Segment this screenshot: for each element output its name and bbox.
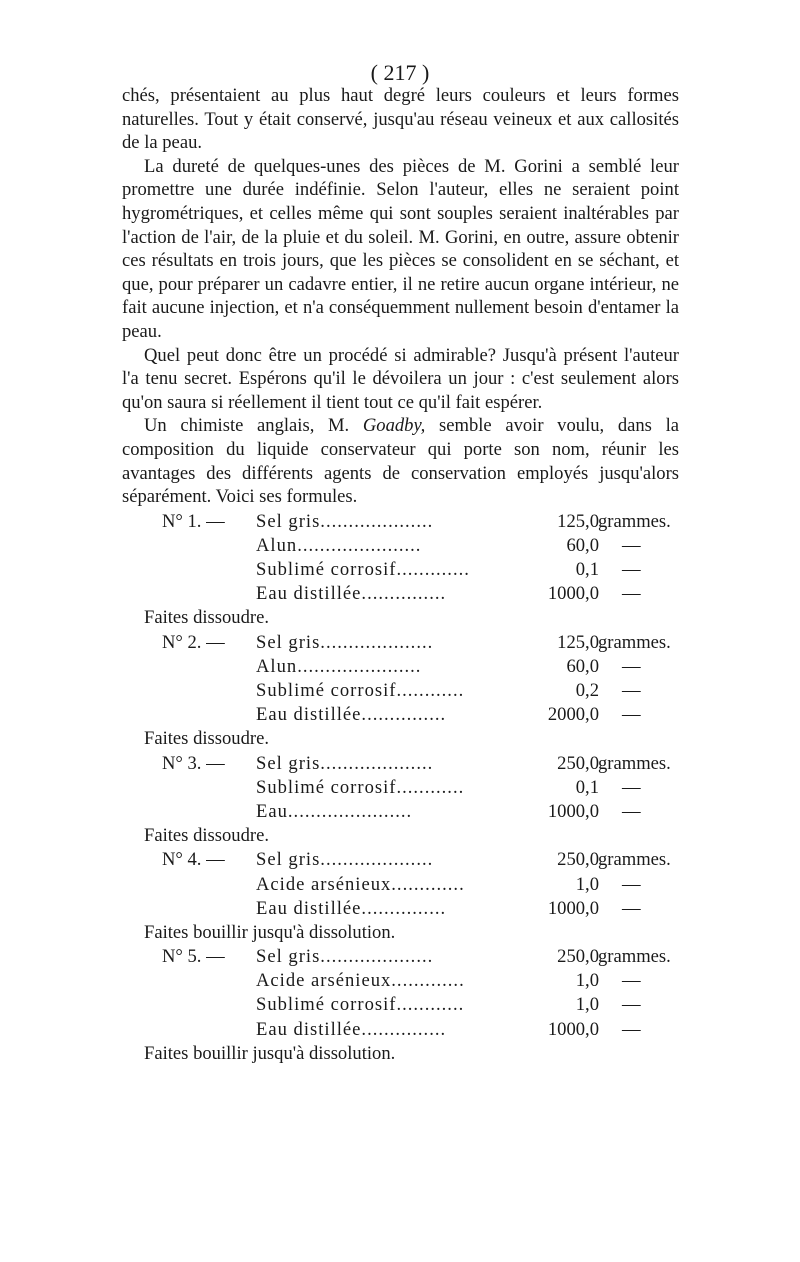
unit: grammes. — [598, 752, 671, 774]
formula-row — [122, 631, 679, 655]
formula-row — [122, 558, 679, 582]
amount: 250,0 — [557, 849, 599, 871]
goadby-after: semble avoir voulu, dans la composition du liquide conservateur qui porte son nom, réunir les avantages des différents agents de conservation employés jusqu'alors séparément. Voici ses formules. — [122, 415, 679, 508]
unit: — — [622, 704, 641, 726]
formula-row — [122, 993, 679, 1017]
formula-instruction: Faites dissoudre. — [144, 607, 269, 629]
ingredient: Alun...................... — [256, 655, 422, 677]
ingredient: Eau distillée............... — [256, 704, 447, 726]
amount: 1,0 — [575, 994, 599, 1016]
amount: 250,0 — [557, 946, 599, 968]
goadby-name: Goadby, — [362, 415, 426, 437]
ingredient: Sublimé corrosif............ — [256, 776, 465, 798]
unit: — — [622, 994, 641, 1016]
amount: 125,0 — [557, 510, 599, 532]
ingredient: Sublimé corrosif............ — [256, 680, 465, 701]
unit: — — [622, 680, 641, 701]
unit: — — [622, 655, 641, 677]
amount: 60,0 — [566, 534, 599, 556]
formula-instruction: Faites bouillir jusqu'à dissolution. — [144, 1042, 396, 1064]
ingredient: Sel gris.................... — [256, 631, 434, 653]
formula-instruction: Faites bouillir jusqu'à dissolution. — [144, 921, 396, 943]
formula-row — [122, 897, 679, 921]
body-text — [122, 84, 679, 1066]
formula-row — [122, 582, 679, 606]
unit: grammes. — [598, 510, 671, 532]
formula-number: N° 2. — — [162, 631, 225, 653]
amount: 2000,0 — [547, 704, 599, 726]
unit: — — [622, 897, 641, 919]
formula-row — [122, 655, 679, 679]
formula-row — [122, 776, 679, 800]
unit: grammes. — [598, 849, 671, 871]
amount: 1000,0 — [547, 583, 599, 605]
formula-instruction: Faites dissoudre. — [144, 825, 269, 847]
amount: 125,0 — [557, 631, 599, 653]
unit: — — [622, 534, 641, 556]
goadby-before: Un chimiste anglais, M. — [144, 415, 363, 437]
formula-row — [122, 848, 679, 872]
paragraph-goadby — [122, 414, 679, 508]
ingredient: Sel gris.................... — [256, 849, 434, 871]
amount: 1000,0 — [547, 897, 599, 919]
formula-row — [122, 534, 679, 558]
paragraph-2: La dureté de quelques-unes des pièces de M. Gorini a semblé leur promettre une durée indéfinie. Selon l'auteur, elles ne seraient point hygrométriques, et celles même qui sont souples seraient inaltérables par l'action de l'air, de la pluie et du soleil. M. Gorini, en outre, assure obtenir ces résultats en trois jours, que les pièces se consolident en se séchant, et que, pour préparer un cadavre entier, il ne retire aucun organe intérieur, ne fait aucune injection, et n'a conséquemment nullement besoin d'entamer la peau. — [122, 155, 679, 342]
ingredient: Eau distillée............... — [256, 583, 447, 605]
ingredient: Acide arsénieux............. — [256, 873, 465, 895]
amount: 1000,0 — [547, 1018, 599, 1040]
unit: — — [622, 559, 641, 581]
ingredient: Acide arsénieux............. — [256, 970, 465, 992]
unit: — — [622, 583, 641, 605]
ingredient: Eau distillée............... — [256, 897, 447, 919]
formula-list — [122, 510, 679, 1066]
unit: — — [622, 800, 641, 822]
formula-row — [122, 1018, 679, 1042]
formula-row — [122, 969, 679, 993]
unit: grammes. — [598, 631, 671, 653]
amount: 0,1 — [575, 776, 599, 798]
formula-row — [122, 873, 679, 897]
amount: 1000,0 — [547, 800, 599, 822]
formula-number: N° 1. — — [162, 510, 225, 532]
formula-row — [122, 945, 679, 969]
unit: — — [622, 1018, 641, 1040]
formula-row — [122, 703, 679, 727]
amount: 0,1 — [575, 559, 599, 581]
formula-number: N° 4. — — [162, 849, 225, 871]
amount: 250,0 — [557, 752, 599, 774]
formula-instruction: Faites dissoudre. — [144, 728, 269, 750]
formula-row — [122, 800, 679, 824]
amount: 0,2 — [575, 680, 599, 701]
amount: 1,0 — [575, 970, 599, 992]
ingredient: Sel gris.................... — [256, 752, 434, 774]
ingredient: Alun...................... — [256, 534, 422, 556]
ingredient: Sublimé corrosif............ — [256, 994, 465, 1016]
ingredient: Sel gris.................... — [256, 510, 434, 532]
unit: — — [622, 776, 641, 798]
formula-number: N° 3. — — [162, 752, 225, 774]
paragraph-3: Quel peut donc être un procédé si admirable? Jusqu'à présent l'auteur l'a tenu secret. Espérons qu'il le dévoilera un jour : c'est seulement alors qu'on saura si réellement il tient tout ce qu'il fait espérer. — [122, 344, 679, 413]
ingredient: Eau distillée............... — [256, 1018, 447, 1040]
ingredient: Sublimé corrosif............. — [256, 559, 470, 581]
formula-number: N° 5. — — [162, 946, 225, 968]
formula-row — [122, 679, 679, 703]
formula-row — [122, 510, 679, 534]
paragraph-1: chés, présentaient au plus haut degré leurs couleurs et leurs formes naturelles. Tout y était conservé, jusqu'au réseau veineux et aux callosités de la peau. — [122, 85, 679, 154]
unit: grammes. — [598, 946, 671, 968]
ingredient: Sel gris.................... — [256, 946, 434, 968]
amount: 60,0 — [566, 655, 599, 677]
amount: 1,0 — [575, 873, 599, 895]
formula-row — [122, 752, 679, 776]
unit: — — [622, 970, 641, 992]
page-number: ( 217 ) — [370, 60, 430, 85]
ingredient: Eau...................... — [256, 800, 413, 822]
unit: — — [622, 873, 641, 895]
